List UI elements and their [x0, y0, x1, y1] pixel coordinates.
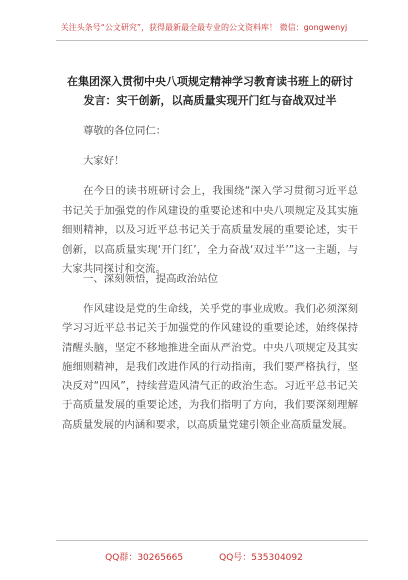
greeting: 大家好！	[83, 155, 125, 167]
footer-contact	[0, 550, 408, 563]
document-title: 在集团深入贯彻中央八项规定精神学习教育读书班上的研讨发言：实干创新，以高质量实现开门红与奋战双过半	[67, 75, 353, 107]
header-promo-note: 关注头条号“公文研究”，获得最新最全最专业的公文资料库！ 微信：gongwenyj	[60, 23, 348, 32]
paragraph-section-1: 作风建设是党的生命线，关乎党的事业成败。我们必须深刻学习习近平总书记关于加强党的作风建设的重要论述，始终保持清醒头脑，坚定不移地推进全面从严治党。中央八项规定及其实施细则精神，是我们改进作风的行动指南，我们要严格执行，坚决反对“四风”，持续营造风清气正的政治生态。习近平总书记关于高质量发展的重要论述，为我们指明了方向，我们要深刻理解高质量发展的内涵和要求，以高质量党建引领企业高质量发展。	[62, 303, 358, 431]
paragraph-intro: 在今日的读书班研讨会上，我围绕“深入学习贯彻习近平总书记关于加强党的作风建设的重要论述和中央八项规定及其实施细则精神，以及习近平总书记关于高质量发展的重要论述，实干创新，以高质量实现‘开门红’，全力奋战‘双过半’”这一主题，与大家共同探讨和交流。	[62, 185, 358, 275]
footer-qq-number: QQ号：535304092	[219, 553, 303, 563]
footer-divider	[56, 540, 368, 541]
salutation: 尊敬的各位同仁：	[83, 125, 167, 137]
footer-qq-group: QQ群：30265665	[105, 553, 184, 563]
section-heading: 一、深刻领悟，提高政治站位	[83, 273, 219, 285]
header-divider	[56, 40, 368, 41]
